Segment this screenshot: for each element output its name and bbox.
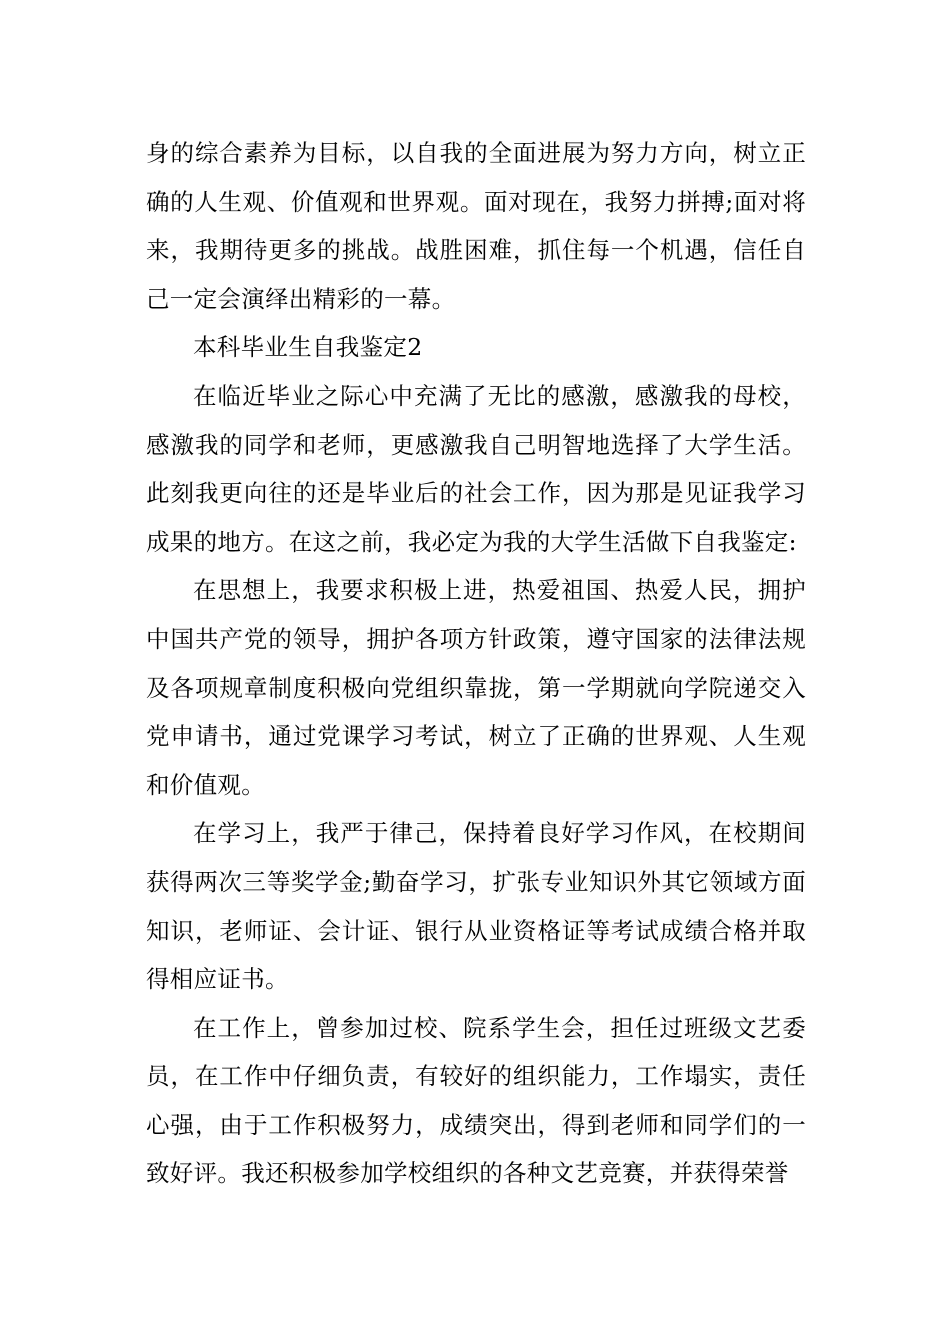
section-heading: 本科毕业生自我鉴定2 xyxy=(193,333,423,362)
continued-paragraph: 身的综合素养为目标，以自我的全面进展为努力方向，树立正确的人生观、价值观和世界观。面对现在，我努力拼搏;面对将来，我期待更多的挑战。战胜困难，抓住每一个机遇，信任自己一定会演绎出精彩的一幕。 xyxy=(146,139,806,313)
document-body xyxy=(146,129,806,1198)
ideology-paragraph: 在思想上，我要求积极上进，热爱祖国、热爱人民，拥护中国共产党的领导，拥护各项方针政策，遵守国家的法律法规及各项规章制度积极向党组织靠拢，第一学期就向学院递交入党申请书，通过党课学习考试，树立了正确的世界观、人生观和价值观。 xyxy=(146,576,806,799)
study-paragraph: 在学习上，我严于律己，保持着良好学习作风，在校期间获得两次三等奖学金;勤奋学习，扩张专业知识外其它领域方面知识，老师证、会计证、银行从业资格证等考试成绩合格并取得相应证书。 xyxy=(146,819,806,994)
intro-paragraph: 在临近毕业之际心中充满了无比的感激，感激我的母校，感激我的同学和老师，更感激我自己明智地选择了大学生活。此刻我更向往的还是毕业后的社会工作，因为那是见证我学习成果的地方。在这之前，我必定为我的大学生活做下自我鉴定: xyxy=(146,381,806,556)
work-paragraph: 在工作上，曾参加过校、院系学生会，担任过班级文艺委员，在工作中仔细负责，有较好的组织能力，工作塌实，责任心强，由于工作积极努力，成绩突出，得到老师和同学们的一致好评。我还积极参加学校组织的各种文艺竞赛，并获得荣誉 xyxy=(146,1013,806,1188)
